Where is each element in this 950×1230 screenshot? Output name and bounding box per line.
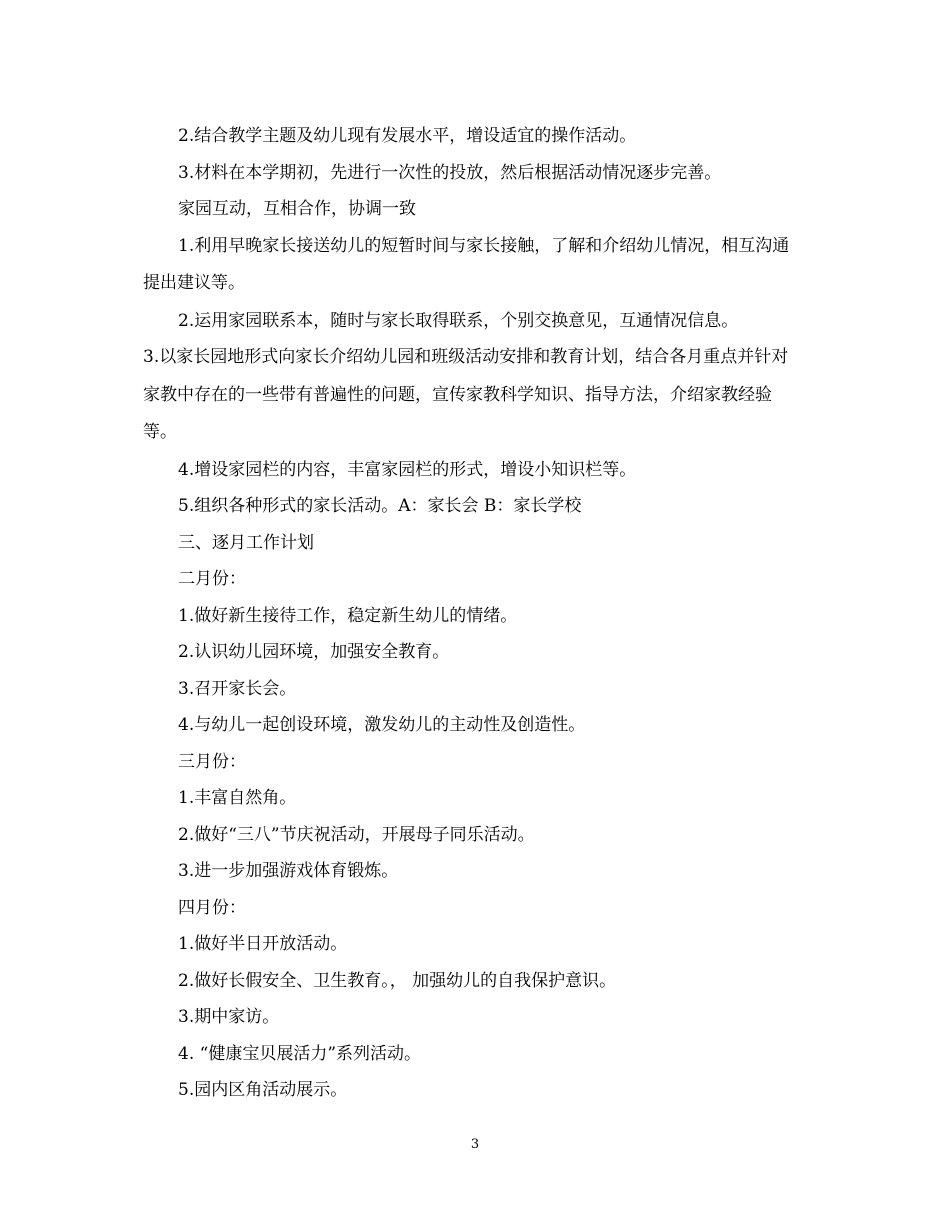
list-item: 2.认识幼儿园环境，加强安全教育。 bbox=[178, 642, 450, 662]
document-body bbox=[143, 118, 803, 1109]
paragraph-6: 3.以家长园地形式向家长介绍幼儿园和班级活动安排和教育计划，结合各月重点并针对家教中存在的一些带有普遍性的问题，宣传家教科学知识、指导方法，介绍家教经验等。 bbox=[143, 347, 789, 442]
list-item: 1.丰富自然角。 bbox=[178, 788, 297, 808]
month-heading-april: 四月份： bbox=[178, 897, 246, 918]
list-item: 4.与幼儿一起创设环境，激发幼儿的主动性及创造性。 bbox=[178, 715, 586, 735]
list-item: 3.召开家长会。 bbox=[178, 678, 297, 699]
page-number: 3 bbox=[470, 1137, 480, 1152]
list-item: 4. “健康宝贝展活力”系列活动。 bbox=[178, 1043, 422, 1064]
list-item: 3.期中家访。 bbox=[178, 1007, 280, 1027]
list-item: 3.进一步加强游戏体育锻炼。 bbox=[178, 861, 399, 881]
list-item: 2.做好“三八”节庆祝活动，开展母子同乐活动。 bbox=[178, 824, 535, 845]
section-heading-monthly-plan: 三、逐月工作计划 bbox=[178, 532, 314, 553]
paragraph-5: 2.运用家园联系本，随时与家长取得联系，个别交换意见，互通情况信息。 bbox=[178, 310, 739, 331]
section-heading-home-school: 家园互动，互相合作，协调一致 bbox=[178, 199, 416, 219]
list-item: 5.园内区角活动展示。 bbox=[178, 1080, 348, 1100]
paragraph-1: 2.结合教学主题及幼儿现有发展水平，增设适宜的操作活动。 bbox=[178, 126, 637, 146]
paragraph-8: 5.组织各种形式的家长活动。A：家长会 B：家长学校 bbox=[178, 496, 582, 516]
list-item: 2.做好长假安全、卫生教育。， 加强幼儿的自我保护意识。 bbox=[178, 970, 617, 991]
month-heading-march: 三月份： bbox=[178, 751, 246, 772]
list-item: 1.做好半日开放活动。 bbox=[178, 934, 348, 954]
paragraph-2: 3.材料在本学期初，先进行一次性的投放，然后根据活动情况逐步完善。 bbox=[178, 162, 722, 183]
paragraph-4: 1.利用早晚家长接送幼儿的短暂时间与家长接触，了解和介绍幼儿情况，相互沟通提出建议等。 bbox=[143, 235, 790, 293]
paragraph-7: 4.增设家园栏的内容，丰富家园栏的形式，增设小知识栏等。 bbox=[178, 459, 637, 480]
month-heading-february: 二月份： bbox=[178, 569, 246, 589]
list-item: 1.做好新生接待工作，稳定新生幼儿的情绪。 bbox=[178, 605, 518, 626]
